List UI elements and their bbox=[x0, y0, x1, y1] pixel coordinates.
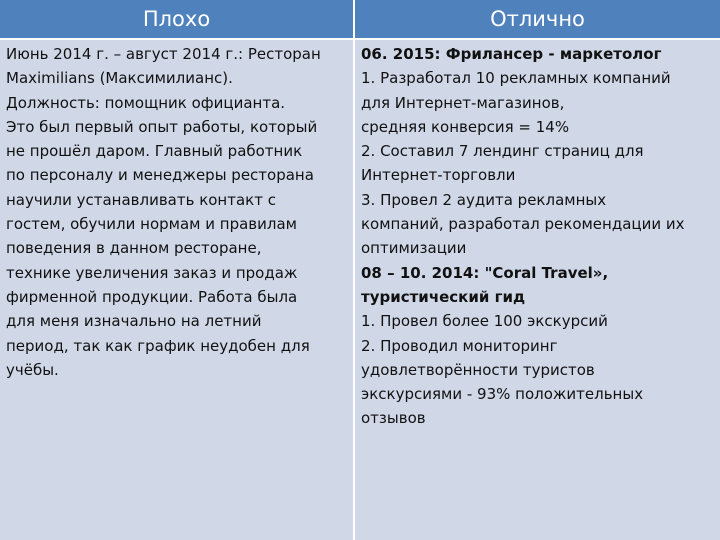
bad-line: по персоналу и менеджеры ресторана bbox=[6, 166, 314, 185]
bad-line: научили устанавливать контакт с bbox=[6, 190, 276, 209]
achievement-line: отзывов bbox=[361, 409, 426, 428]
bad-line: для меня изначально на летний bbox=[6, 312, 262, 331]
achievement-line: средняя конверсия = 14% bbox=[361, 117, 570, 136]
bad-line: учёбы. bbox=[6, 360, 59, 379]
excellent-example-cell bbox=[355, 40, 720, 540]
achievement-line: 1. Провел более 100 экскурсий bbox=[361, 312, 608, 331]
achievement-line: Интернет-торговли bbox=[361, 166, 516, 185]
header-bad: Плохо bbox=[0, 0, 355, 40]
bad-line: гостем, обучили нормам и правилам bbox=[6, 215, 297, 234]
achievement-line: компаний, разработал рекомендации их bbox=[361, 215, 685, 234]
achievement-line: 3. Провел 2 аудита рекламных bbox=[361, 190, 607, 209]
bad-line: Должность: помощник официанта. bbox=[6, 93, 286, 112]
achievement-line: 1. Разработал 10 рекламных компаний bbox=[361, 69, 671, 88]
bad-line: Июнь 2014 г. – август 2014 г.: Ресторан bbox=[6, 45, 321, 63]
header-excellent: Отлично bbox=[355, 0, 720, 40]
bad-line: не прошёл даром. Главный работник bbox=[6, 142, 303, 161]
bad-line: Maximilians (Максимилианс). bbox=[6, 69, 233, 88]
bad-line: Это был первый опыт работы, который bbox=[6, 117, 318, 136]
bad-example-cell bbox=[0, 40, 355, 540]
achievement-line: 2. Проводил мониторинг bbox=[361, 336, 558, 355]
bad-line: период, так как график неудобен для bbox=[6, 336, 310, 355]
achievement-line: оптимизации bbox=[361, 239, 467, 258]
achievement-line: 2. Составил 7 лендинг страниц для bbox=[361, 142, 644, 161]
achievement-line: экскурсиями - 93% положительных bbox=[361, 385, 644, 404]
bad-line: технике увеличения заказ и продаж bbox=[6, 263, 298, 282]
job-title-coral-travel: 08 – 10. 2014: "Coral Travel», bbox=[361, 263, 609, 282]
bad-line: поведения в данном ресторане, bbox=[6, 239, 262, 258]
achievement-line: для Интернет-магазинов, bbox=[361, 93, 565, 112]
achievement-line: удовлетворённости туристов bbox=[361, 360, 595, 379]
job-title-freelancer: 06. 2015: Фрилансер - маркетолог bbox=[361, 45, 662, 63]
job-title-guide: туристический гид bbox=[361, 287, 526, 306]
bad-line: фирменной продукции. Работа была bbox=[6, 287, 298, 306]
